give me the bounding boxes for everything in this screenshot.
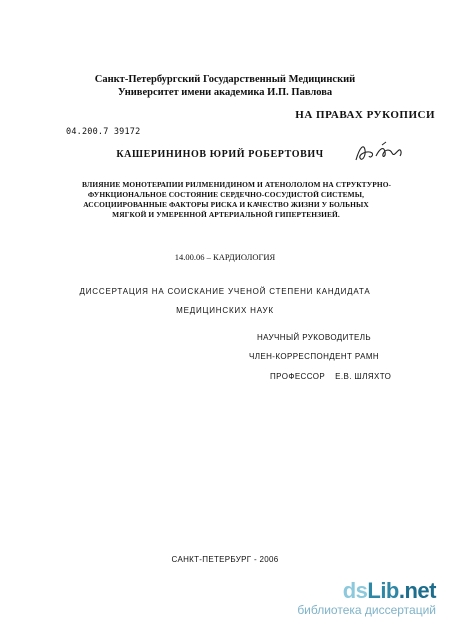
title-line: АССОЦИИРОВАННЫЕ ФАКТОРЫ РИСКА И КАЧЕСТВО ЖИЗНИ У БОЛЬНЫХ	[83, 200, 369, 209]
registration-code: 04.200.7 39172	[66, 127, 141, 137]
supervisor-name: Е.В. ШЛЯХТО	[335, 372, 392, 381]
title-line: ВЛИЯНИЕ МОНОТЕРАПИИ РИЛМЕНИДИНОМ И АТЕНОЛОЛОМ НА СТРУКТУРНО-	[82, 180, 392, 189]
supervisor-title: ПРОФЕССОР	[270, 372, 326, 381]
degree-line-1: ДИССЕРТАЦИЯ НА СОИСКАНИЕ УЧЕНОЙ СТЕПЕНИ КАНДИДАТА	[79, 287, 371, 296]
title-line: МЯГКОЙ И УМЕРЕННОЙ АРТЕРИАЛЬНОЙ ГИПЕРТЕНЗИЕЙ.	[112, 210, 340, 219]
city-year: САНКТ-ПЕТЕРБУРГ - 2006	[171, 555, 279, 564]
supervisor-membership: ЧЛЕН-КОРРЕСПОНДЕНТ РАМН	[249, 352, 380, 361]
dslib-watermark	[297, 580, 436, 617]
dissertation-title	[82, 180, 392, 220]
specialty-code: 14.00.06 – КАРДИОЛОГИЯ	[174, 252, 276, 262]
supervisor-role: НАУЧНЫЙ РУКОВОДИТЕЛЬ	[257, 333, 372, 342]
institution-line-2: Университет имени академика И.П. Павлова	[117, 87, 333, 98]
title-line: ФУНКЦИОНАЛЬНОЕ СОСТОЯНИЕ СЕРДЕЧНО-СОСУДИСТОЙ СИСТЕМЫ,	[87, 190, 365, 199]
dslib-subtitle: библиотека диссертаций	[297, 603, 436, 617]
manuscript-rights-label: НА ПРАВАХ РУКОПИСИ	[295, 109, 435, 121]
institution-line-1: Санкт-Петербургский Государственный Медицинский	[94, 74, 356, 85]
author-name: КАШЕРИНИНОВ ЮРИЙ РОБЕРТОВИЧ	[116, 149, 324, 160]
dslib-logo: dsLib.net	[342, 578, 436, 603]
handwritten-signature	[352, 140, 412, 166]
supervisor-name-line	[270, 372, 391, 381]
degree-line-2: МЕДИЦИНСКИХ НАУК	[176, 306, 274, 315]
